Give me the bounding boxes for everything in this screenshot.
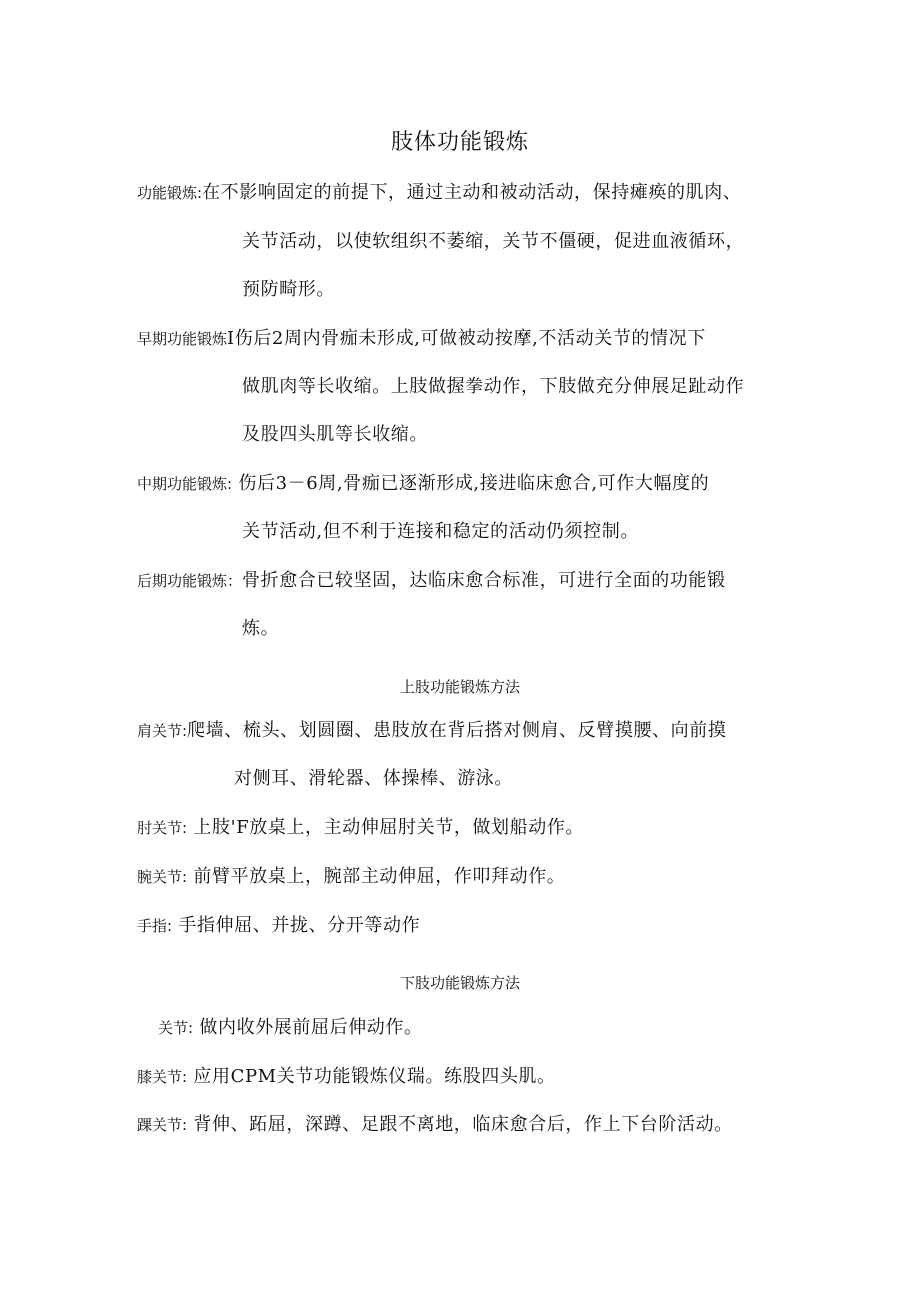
shoulder-label: 肩关节: <box>137 722 188 740</box>
ankle-text: 背伸、跖屈，深蹲、足跟不离地，临床愈合后，作上下台阶活动。 <box>193 1114 733 1135</box>
upper-limb-heading: 上肢功能锻炼方法 <box>399 678 520 696</box>
finger-line <box>137 913 420 939</box>
knee-label: 膝关节: <box>137 1068 188 1086</box>
elbow-text: 上肢'F放桌上，主动伸屈肘关节，做划船动作。 <box>193 817 585 838</box>
definition-line-1 <box>137 180 741 206</box>
early-label: 早期功能锻炼 <box>137 330 228 348</box>
knee-text: 应用CPM关节功能锻炼仪瑞。练股四头肌。 <box>193 1066 556 1087</box>
ankle-label: 踝关节: <box>137 1116 188 1134</box>
elbow-label: 肘关节: <box>137 819 188 837</box>
early-line-2: 做肌肉等长收缩。上肢做握拳动作，下肢做充分伸展足趾动作 <box>242 376 745 397</box>
hip-label: 关节: <box>158 1019 194 1037</box>
definition-label: 功能锻炼: <box>137 184 203 202</box>
early-line-3: 及股四头肌等长收缩。 <box>242 424 428 445</box>
shoulder-line-2: 对侧耳、滑轮器、体操棒、游泳。 <box>234 768 513 789</box>
definition-text-1: 在不影响固定的前提下，通过主动和被动活动，保持瘫痪的肌肉、 <box>202 182 742 203</box>
wrist-line <box>137 864 565 890</box>
middle-text-1: 伤后3－6周,骨痂已逐渐形成,接进临床愈合,可作大幅度的 <box>238 473 710 494</box>
shoulder-line-1 <box>137 718 726 744</box>
hip-text: 做内收外展前屈后伸动作。 <box>199 1017 423 1038</box>
wrist-text: 前臂平放桌上，腕部主动伸屈，作叩拜动作。 <box>193 866 566 887</box>
hip-line <box>158 1015 423 1041</box>
early-line-1 <box>137 326 706 352</box>
late-line-1 <box>137 568 726 594</box>
early-text-1: I伤后2周内骨痂未形成,可做被动按摩,不活动关节的情况下 <box>227 328 706 349</box>
middle-line-2: 关节活动,但不利于连接和稳定的活动仍须控制。 <box>242 521 639 542</box>
definition-line-3: 预防畸形。 <box>242 279 335 300</box>
document-title: 肢体功能锻炼 <box>390 130 529 155</box>
lower-limb-heading: 下肢功能锻炼方法 <box>399 974 520 992</box>
ankle-line <box>137 1112 733 1138</box>
knee-line <box>137 1064 556 1090</box>
elbow-line <box>137 815 584 841</box>
middle-line-1 <box>137 471 709 497</box>
definition-line-2: 关节活动，以使软组织不萎缩，关节不僵硬，促进血液循环， <box>242 231 745 252</box>
shoulder-text-1: 爬墙、梳头、划圆圈、患肢放在背后搭对侧肩、反臂摸腰、向前摸 <box>187 720 727 741</box>
finger-text: 手指伸屈、并拢、分开等动作 <box>178 915 421 936</box>
late-text-1: 骨折愈合已较坚固，达临床愈合标准，可进行全面的功能锻 <box>242 570 726 591</box>
wrist-label: 腕关节: <box>137 868 188 886</box>
late-label: 后期功能锻炼： <box>137 572 243 590</box>
middle-label: 中期功能锻炼: <box>137 475 233 493</box>
late-line-2: 炼。 <box>242 618 280 639</box>
finger-label: 手指: <box>137 917 173 935</box>
